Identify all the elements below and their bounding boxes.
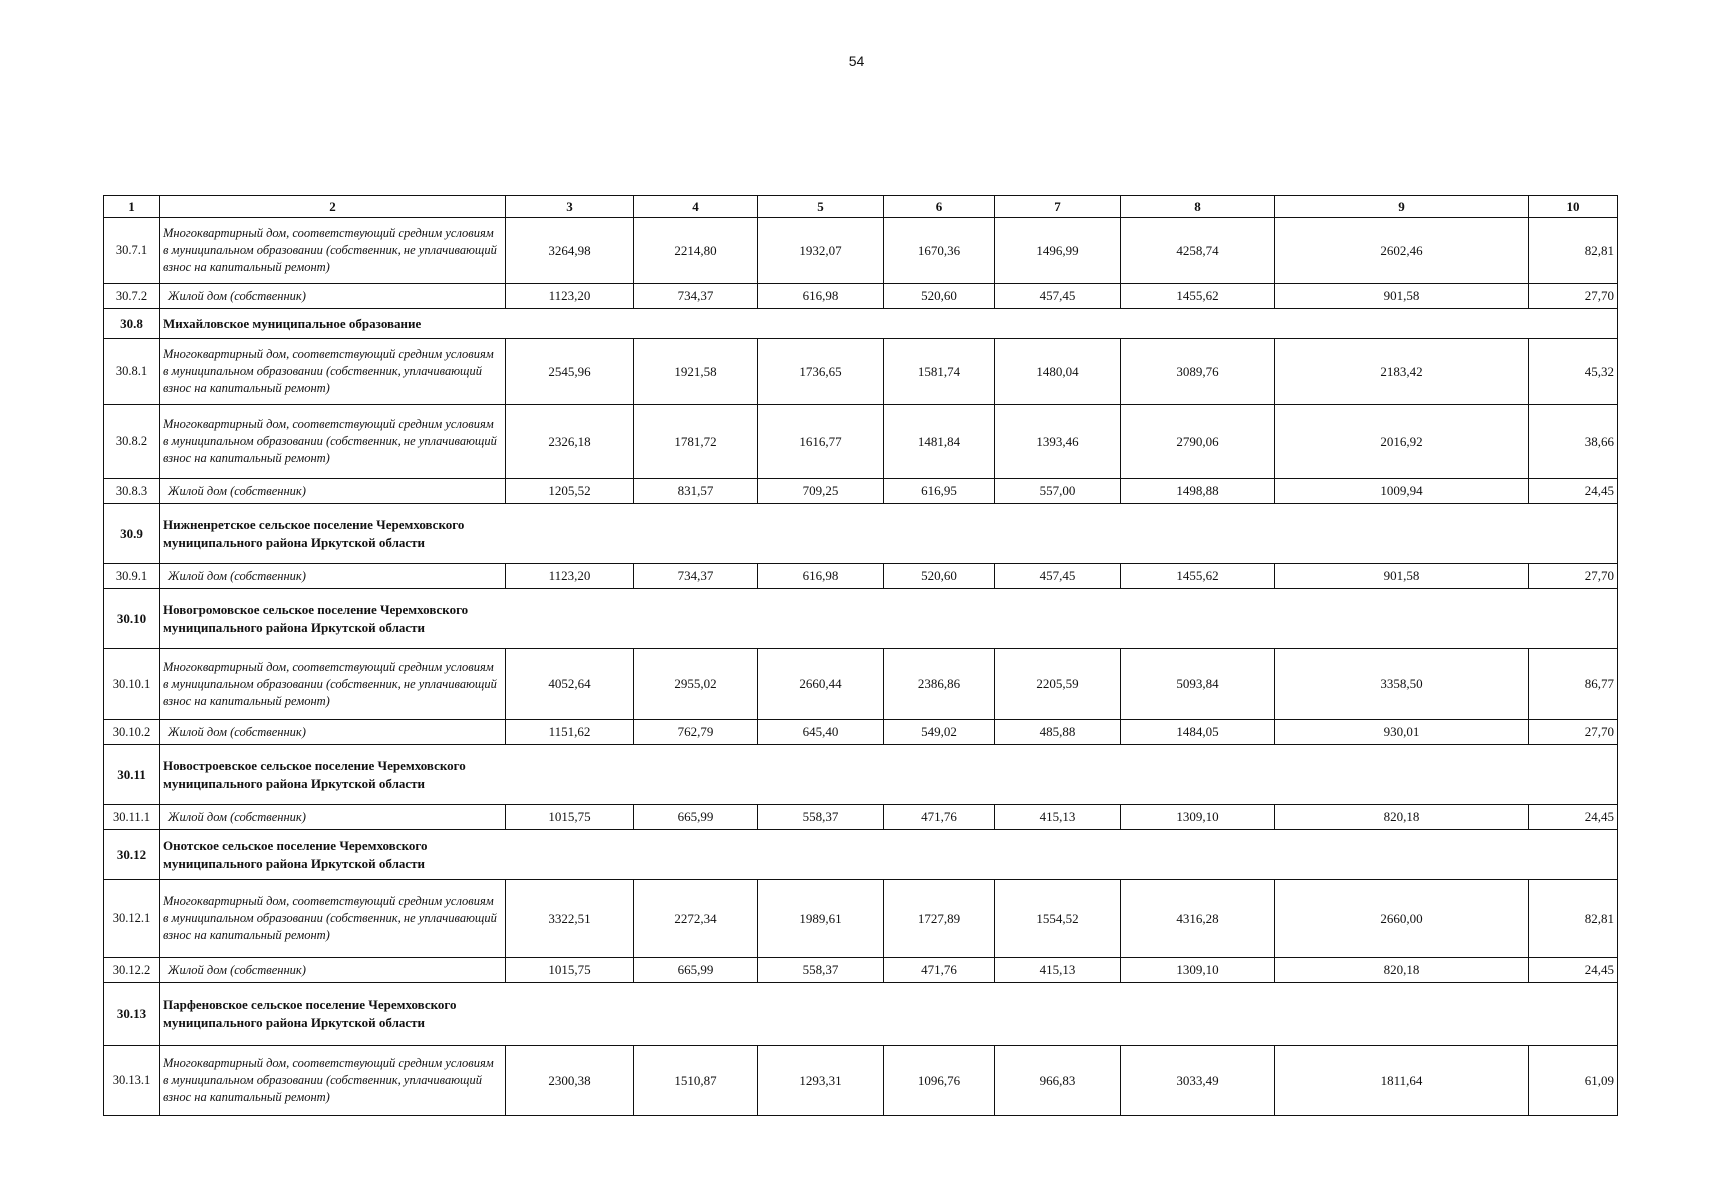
value-cell: 549,02 [884,720,995,745]
value-cell: 3264,98 [506,218,634,284]
section-title: Парфеновское сельское поселение Черемховского муниципального района Иркутской области [160,983,1618,1046]
value-cell: 3322,51 [506,880,634,958]
row-number: 30.8.1 [104,339,160,405]
value-cell: 1498,88 [1121,479,1275,504]
value-cell: 457,45 [995,564,1121,589]
value-cell: 1015,75 [506,805,634,830]
table-row [104,405,1618,479]
header-cell: 7 [995,196,1121,218]
value-cell: 27,70 [1529,564,1618,589]
section-number: 30.12 [104,830,160,880]
row-number: 30.7.1 [104,218,160,284]
section-number: 30.8 [104,309,160,339]
table-row [104,1046,1618,1116]
value-cell: 1009,94 [1275,479,1529,504]
value-cell: 2016,92 [1275,405,1529,479]
value-cell: 616,98 [758,564,884,589]
value-cell: 471,76 [884,958,995,983]
row-description: Жилой дом (собственник) [160,479,506,504]
table-row [104,880,1618,958]
value-cell: 734,37 [634,284,758,309]
value-cell: 1309,10 [1121,805,1275,830]
value-cell: 1616,77 [758,405,884,479]
value-cell: 1670,36 [884,218,995,284]
section-number: 30.10 [104,589,160,649]
value-cell: 1510,87 [634,1046,758,1116]
row-number: 30.10.1 [104,649,160,720]
header-row [104,196,1618,218]
value-cell: 2272,34 [634,880,758,958]
value-cell: 45,32 [1529,339,1618,405]
value-cell: 1151,62 [506,720,634,745]
value-cell: 1484,05 [1121,720,1275,745]
row-description: Жилой дом (собственник) [160,805,506,830]
value-cell: 1811,64 [1275,1046,1529,1116]
value-cell: 901,58 [1275,564,1529,589]
value-cell: 665,99 [634,958,758,983]
section-title: Онотское сельское поселение Черемховского муниципального района Иркутской области [160,830,1618,880]
value-cell: 27,70 [1529,720,1618,745]
section-row [104,745,1618,805]
value-cell: 1727,89 [884,880,995,958]
header-cell: 10 [1529,196,1618,218]
row-number: 30.8.2 [104,405,160,479]
value-cell: 1015,75 [506,958,634,983]
value-cell: 1455,62 [1121,564,1275,589]
header-cell: 8 [1121,196,1275,218]
value-cell: 1932,07 [758,218,884,284]
row-number: 30.12.1 [104,880,160,958]
value-cell: 2545,96 [506,339,634,405]
header-cell: 6 [884,196,995,218]
row-description: Жилой дом (собственник) [160,564,506,589]
value-cell: 1455,62 [1121,284,1275,309]
section-title: Новогромовское сельское поселение Черемховского муниципального района Иркутской области [160,589,1618,649]
value-cell: 1309,10 [1121,958,1275,983]
row-number: 30.10.2 [104,720,160,745]
value-cell: 1554,52 [995,880,1121,958]
value-cell: 1393,46 [995,405,1121,479]
value-cell: 645,40 [758,720,884,745]
row-description: Многоквартирный дом, соответствующий средним условиям в муниципальном образовании (собственник, не уплачивающий взнос на капитальный ремонт) [160,218,506,284]
value-cell: 2300,38 [506,1046,634,1116]
tariff-table [103,195,1618,1116]
value-cell: 24,45 [1529,958,1618,983]
value-cell: 485,88 [995,720,1121,745]
value-cell: 1989,61 [758,880,884,958]
value-cell: 1921,58 [634,339,758,405]
value-cell: 5093,84 [1121,649,1275,720]
header-cell: 3 [506,196,634,218]
value-cell: 2790,06 [1121,405,1275,479]
value-cell: 820,18 [1275,958,1529,983]
value-cell: 415,13 [995,805,1121,830]
value-cell: 520,60 [884,284,995,309]
row-number: 30.11.1 [104,805,160,830]
table-body [104,196,1618,1116]
value-cell: 1123,20 [506,284,634,309]
row-description: Многоквартирный дом, соответствующий средним условиям в муниципальном образовании (собственник, не уплачивающий взнос на капитальный ремонт) [160,880,506,958]
value-cell: 901,58 [1275,284,1529,309]
table-row [104,805,1618,830]
value-cell: 1581,74 [884,339,995,405]
value-cell: 520,60 [884,564,995,589]
value-cell: 82,81 [1529,218,1618,284]
value-cell: 4258,74 [1121,218,1275,284]
value-cell: 1293,31 [758,1046,884,1116]
section-title: Нижненретское сельское поселение Черемховского муниципального района Иркутской области [160,504,1618,564]
value-cell: 930,01 [1275,720,1529,745]
value-cell: 709,25 [758,479,884,504]
row-number: 30.9.1 [104,564,160,589]
value-cell: 2660,00 [1275,880,1529,958]
row-number: 30.7.2 [104,284,160,309]
value-cell: 1496,99 [995,218,1121,284]
value-cell: 61,09 [1529,1046,1618,1116]
value-cell: 665,99 [634,805,758,830]
row-description: Жилой дом (собственник) [160,958,506,983]
section-row [104,830,1618,880]
header-cell: 4 [634,196,758,218]
value-cell: 557,00 [995,479,1121,504]
value-cell: 1096,76 [884,1046,995,1116]
header-cell: 9 [1275,196,1529,218]
row-description: Жилой дом (собственник) [160,284,506,309]
header-cell: 1 [104,196,160,218]
value-cell: 24,45 [1529,805,1618,830]
table-row [104,649,1618,720]
value-cell: 966,83 [995,1046,1121,1116]
value-cell: 82,81 [1529,880,1618,958]
header-cell: 5 [758,196,884,218]
value-cell: 1123,20 [506,564,634,589]
header-cell: 2 [160,196,506,218]
row-description: Многоквартирный дом, соответствующий средним условиям в муниципальном образовании (собственник, уплачивающий взнос на капитальный ремонт) [160,1046,506,1116]
value-cell: 3033,49 [1121,1046,1275,1116]
value-cell: 762,79 [634,720,758,745]
value-cell: 2326,18 [506,405,634,479]
value-cell: 1736,65 [758,339,884,405]
row-description: Жилой дом (собственник) [160,720,506,745]
row-description: Многоквартирный дом, соответствующий средним условиям в муниципальном образовании (собственник, не уплачивающий взнос на капитальный ремонт) [160,649,506,720]
value-cell: 3358,50 [1275,649,1529,720]
value-cell: 1480,04 [995,339,1121,405]
value-cell: 2660,44 [758,649,884,720]
value-cell: 820,18 [1275,805,1529,830]
table-row [104,958,1618,983]
section-title: Новостроевское сельское поселение Черемховского муниципального района Иркутской области [160,745,1618,805]
table-row [104,479,1618,504]
row-number: 30.13.1 [104,1046,160,1116]
section-row [104,309,1618,339]
table-row [104,564,1618,589]
value-cell: 457,45 [995,284,1121,309]
value-cell: 38,66 [1529,405,1618,479]
value-cell: 558,37 [758,958,884,983]
value-cell: 471,76 [884,805,995,830]
section-number: 30.13 [104,983,160,1046]
value-cell: 86,77 [1529,649,1618,720]
table-row [104,720,1618,745]
section-number: 30.11 [104,745,160,805]
value-cell: 2955,02 [634,649,758,720]
value-cell: 831,57 [634,479,758,504]
value-cell: 4316,28 [1121,880,1275,958]
value-cell: 616,95 [884,479,995,504]
table-row [104,218,1618,284]
value-cell: 616,98 [758,284,884,309]
value-cell: 2386,86 [884,649,995,720]
value-cell: 27,70 [1529,284,1618,309]
value-cell: 415,13 [995,958,1121,983]
value-cell: 558,37 [758,805,884,830]
value-cell: 734,37 [634,564,758,589]
row-number: 30.12.2 [104,958,160,983]
value-cell: 4052,64 [506,649,634,720]
row-description: Многоквартирный дом, соответствующий средним условиям в муниципальном образовании (собственник, не уплачивающий взнос на капитальный ремонт) [160,405,506,479]
value-cell: 1205,52 [506,479,634,504]
value-cell: 2183,42 [1275,339,1529,405]
section-number: 30.9 [104,504,160,564]
table-row [104,339,1618,405]
value-cell: 1481,84 [884,405,995,479]
value-cell: 24,45 [1529,479,1618,504]
value-cell: 2602,46 [1275,218,1529,284]
section-row [104,983,1618,1046]
section-row [104,504,1618,564]
value-cell: 1781,72 [634,405,758,479]
page-number: 54 [848,53,865,69]
row-description: Многоквартирный дом, соответствующий средним условиям в муниципальном образовании (собственник, уплачивающий взнос на капитальный ремонт) [160,339,506,405]
value-cell: 2214,80 [634,218,758,284]
value-cell: 2205,59 [995,649,1121,720]
table-row [104,284,1618,309]
row-number: 30.8.3 [104,479,160,504]
section-title: Михайловское муниципальное образование [160,309,1618,339]
value-cell: 3089,76 [1121,339,1275,405]
section-row [104,589,1618,649]
